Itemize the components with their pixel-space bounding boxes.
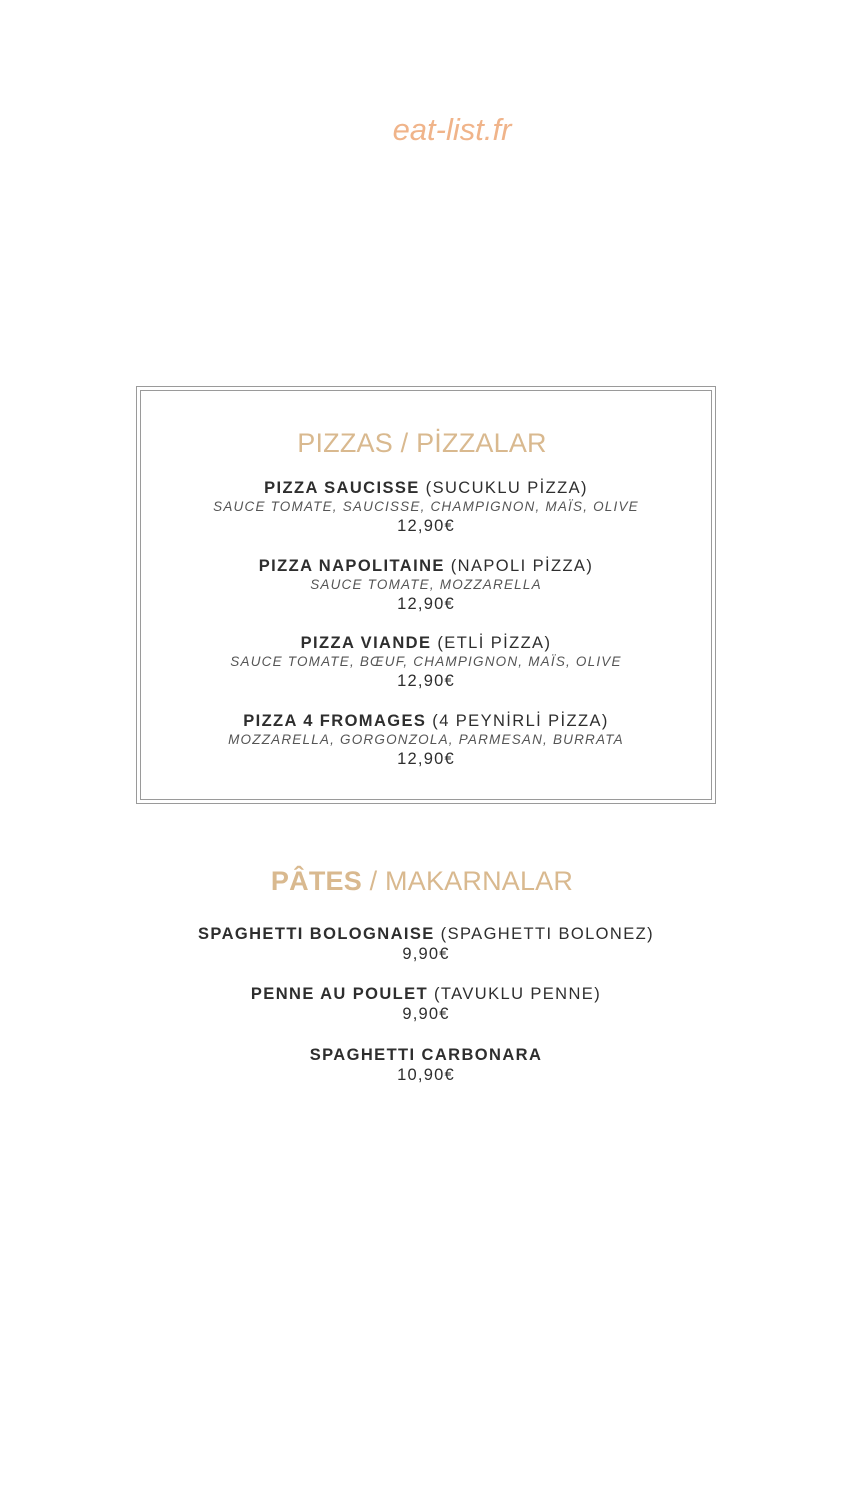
pates-title-alt: MAKARNALAR xyxy=(385,866,574,896)
item-description: SAUCE TOMATE, SAUCISSE, CHAMPIGNON, MAÏS, OLIVE xyxy=(213,499,639,514)
pizzas-title-separator: / xyxy=(392,428,417,458)
item-name: PIZZA NAPOLITAINE xyxy=(258,557,445,575)
item-name: PIZZA 4 FROMAGES xyxy=(243,712,427,730)
item-name-line xyxy=(8,711,844,731)
item-name-line xyxy=(8,633,844,653)
menu-item-pizza-napolitaine xyxy=(0,556,844,615)
item-alt-name: (TAVUKLU PENNE) xyxy=(428,985,602,1003)
item-name-line xyxy=(8,556,844,576)
menu-item-pizza-viande xyxy=(0,633,844,692)
item-price: 12,90€ xyxy=(397,517,455,535)
pizzas-title-alt: PİZZALAR xyxy=(416,428,547,458)
item-name-line xyxy=(8,984,844,1004)
item-description: SAUCE TOMATE, MOZZARELLA xyxy=(310,577,542,592)
menu-item-penne-au-poulet xyxy=(0,984,844,1025)
item-name-line xyxy=(8,924,844,944)
item-name-line xyxy=(8,1045,844,1065)
pizzas-title-main: PIZZAS xyxy=(297,428,393,458)
pates-title-main: PÂTES xyxy=(270,866,362,896)
menu-item-spaghetti-carbonara xyxy=(0,1045,844,1086)
menu-item-pizza-saucisse xyxy=(0,478,844,537)
menu-item-pizza-4-fromages xyxy=(0,711,844,770)
item-name: SPAGHETTI BOLOGNAISE xyxy=(197,925,435,943)
item-alt-name: (NAPOLI PİZZA) xyxy=(444,557,594,575)
item-alt-name: (SPAGHETTI BOLONEZ) xyxy=(434,925,654,943)
item-price: 9,90€ xyxy=(402,1005,450,1023)
item-name: SPAGHETTI CARBONARA xyxy=(309,1046,543,1064)
watermark: eat-list.fr xyxy=(392,112,512,147)
item-name-line xyxy=(8,478,844,498)
item-price: 10,90€ xyxy=(397,1066,455,1084)
item-name: PENNE AU POULET xyxy=(250,985,429,1003)
item-description: MOZZARELLA, GORGONZOLA, PARMESAN, BURRATA xyxy=(228,732,624,747)
item-name: PIZZA VIANDE xyxy=(300,634,432,652)
item-description: SAUCE TOMATE, BŒUF, CHAMPIGNON, MAÏS, OLIVE xyxy=(230,654,622,669)
pates-section-title xyxy=(0,866,844,897)
item-alt-name: (4 PEYNİRLİ PİZZA) xyxy=(426,712,609,730)
item-price: 12,90€ xyxy=(397,595,455,613)
menu-item-spaghetti-bolognaise xyxy=(0,924,844,965)
item-name: PIZZA SAUCISSE xyxy=(264,479,420,497)
pates-title-separator: / xyxy=(361,866,386,896)
item-price: 9,90€ xyxy=(402,945,450,963)
item-price: 12,90€ xyxy=(397,750,455,768)
item-alt-name: (SUCUKLU PİZZA) xyxy=(419,479,588,497)
item-price: 12,90€ xyxy=(397,672,455,690)
pizzas-section-title xyxy=(0,428,844,459)
item-alt-name: (ETLİ PİZZA) xyxy=(431,634,552,652)
